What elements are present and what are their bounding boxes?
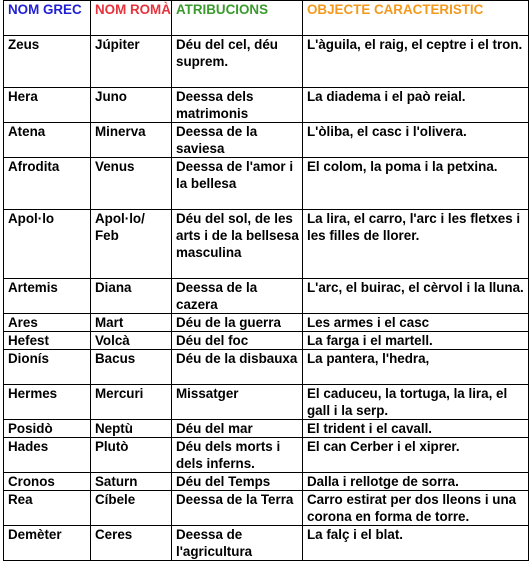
cell-objecte: El caduceu, la tortuga, la lira, el gall i la serp.	[303, 385, 529, 420]
cell-objecte: Les armes i el casc	[303, 314, 529, 332]
cell-objecte: L'arc, el buirac, el cèrvol i la lluna.	[303, 279, 529, 314]
gods-table	[3, 0, 529, 561]
cell-atribucions: Déu de la guerra	[172, 314, 303, 332]
table-row	[4, 420, 529, 438]
cell-atribucions: Déu dels morts i dels inferns.	[172, 438, 303, 473]
cell-roma: Neptù	[91, 420, 172, 438]
cell-objecte: La diadema i el paò reial.	[303, 88, 529, 123]
cell-grec: Hermes	[4, 385, 91, 420]
header-nom-roma: NOM ROMÀ	[91, 1, 172, 36]
cell-roma: Bacus	[91, 350, 172, 385]
cell-grec: Atena	[4, 123, 91, 158]
cell-roma: Venus	[91, 158, 172, 210]
cell-roma: Minerva	[91, 123, 172, 158]
cell-grec: Zeus	[4, 36, 91, 88]
cell-atribucions: Déu de la disbauxa	[172, 350, 303, 385]
cell-objecte: La pantera, l'hedra,	[303, 350, 529, 385]
cell-roma: Saturn	[91, 473, 172, 491]
table-row	[4, 279, 529, 314]
cell-atribucions: Déu del foc	[172, 332, 303, 350]
cell-atribucions: Missatger	[172, 385, 303, 420]
cell-grec: Dionís	[4, 350, 91, 385]
table-row	[4, 350, 529, 385]
header-objecte-caracteristic: OBJECTE CARACTERISTIC	[303, 1, 529, 36]
cell-atribucions: Déu del sol, de les arts i de la bellsesa masculina	[172, 210, 303, 279]
cell-grec: Apol·lo	[4, 210, 91, 279]
table-row	[4, 438, 529, 473]
cell-roma: Plutò	[91, 438, 172, 473]
cell-roma: Mart	[91, 314, 172, 332]
cell-roma: Volcà	[91, 332, 172, 350]
cell-atribucions: Deessa dels matrimonis	[172, 88, 303, 123]
cell-grec: Afrodita	[4, 158, 91, 210]
cell-roma: Juno	[91, 88, 172, 123]
cell-roma: Júpiter	[91, 36, 172, 88]
cell-grec: Artemis	[4, 279, 91, 314]
cell-atribucions: Déu del Temps	[172, 473, 303, 491]
cell-roma: Diana	[91, 279, 172, 314]
cell-objecte: L'àguila, el raig, el ceptre i el tron.	[303, 36, 529, 88]
cell-grec: Cronos	[4, 473, 91, 491]
cell-roma: Apol·lo/ Feb	[91, 210, 172, 279]
cell-atribucions: Déu del cel, déu suprem.	[172, 36, 303, 88]
cell-grec: Hades	[4, 438, 91, 473]
table-row	[4, 36, 529, 88]
table-row	[4, 491, 529, 526]
table-row	[4, 526, 529, 561]
table-row	[4, 88, 529, 123]
cell-objecte: La farga i el martell.	[303, 332, 529, 350]
cell-objecte: El trident i el cavall.	[303, 420, 529, 438]
table-row	[4, 332, 529, 350]
cell-atribucions: Deessa de la cazera	[172, 279, 303, 314]
cell-roma: Mercuri	[91, 385, 172, 420]
cell-roma: Cíbele	[91, 491, 172, 526]
cell-objecte: El can Cerber i el xiprer.	[303, 438, 529, 473]
cell-roma: Ceres	[91, 526, 172, 561]
table-row	[4, 385, 529, 420]
cell-atribucions: Deessa de l'amor i la bellesa	[172, 158, 303, 210]
cell-grec: Rea	[4, 491, 91, 526]
cell-atribucions: Deessa de la saviesa	[172, 123, 303, 158]
cell-objecte: La lira, el carro, l'arc i les fletxes i les filles de llorer.	[303, 210, 529, 279]
cell-atribucions: Déu del mar	[172, 420, 303, 438]
table-row	[4, 158, 529, 210]
header-row	[4, 1, 529, 36]
cell-objecte: El colom, la poma i la petxina.	[303, 158, 529, 210]
cell-grec: Demèter	[4, 526, 91, 561]
cell-atribucions: Deessa de l'agricultura	[172, 526, 303, 561]
cell-grec: Ares	[4, 314, 91, 332]
table-row	[4, 210, 529, 279]
table-row	[4, 473, 529, 491]
cell-objecte: La falç i el blat.	[303, 526, 529, 561]
cell-atribucions: Deessa de la Terra	[172, 491, 303, 526]
table-row	[4, 123, 529, 158]
cell-grec: Hefest	[4, 332, 91, 350]
cell-objecte: L'òliba, el casc i l'olivera.	[303, 123, 529, 158]
header-nom-grec: NOM GREC	[4, 1, 91, 36]
cell-grec: Hera	[4, 88, 91, 123]
table-row	[4, 314, 529, 332]
cell-objecte: Carro estirat per dos lleons i una corona en forma de torre.	[303, 491, 529, 526]
cell-grec: Posidò	[4, 420, 91, 438]
header-atribucions: ATRIBUCIONS	[172, 1, 303, 36]
cell-objecte: Dalla i rellotge de sorra.	[303, 473, 529, 491]
